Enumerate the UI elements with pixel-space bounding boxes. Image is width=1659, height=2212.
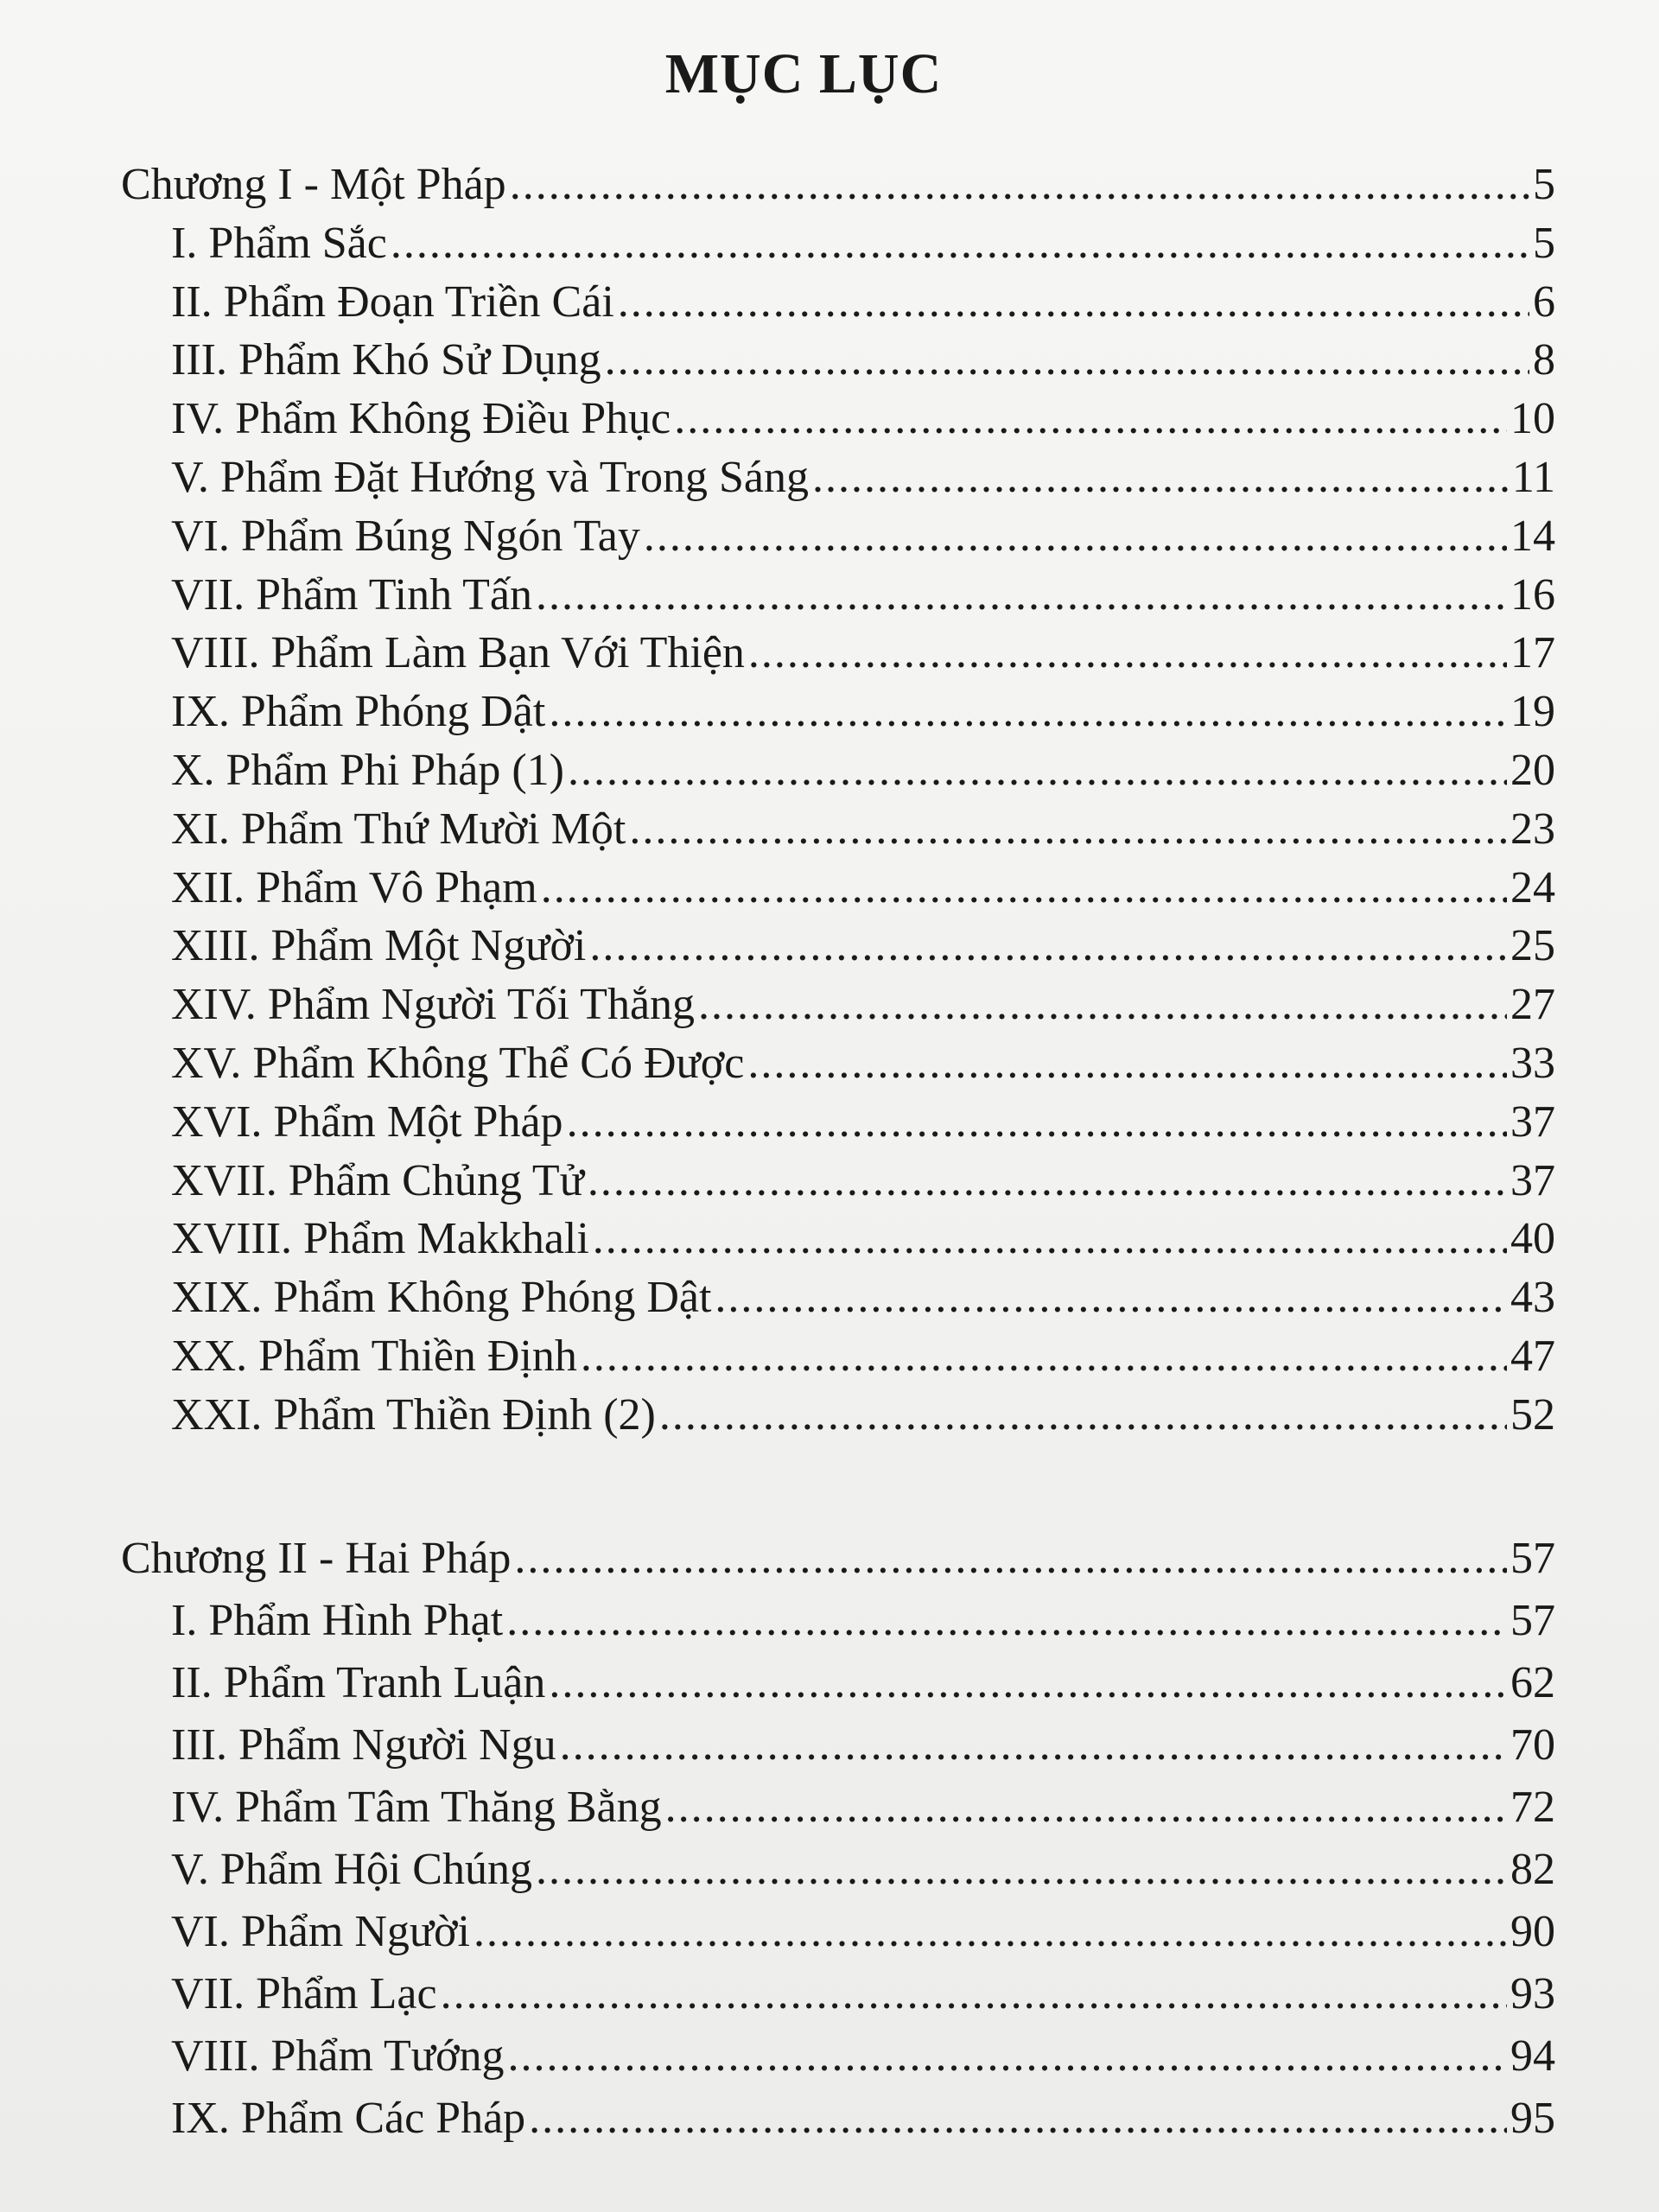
section-title: VI. Phẩm Người — [171, 1907, 470, 1956]
section-title: II. Phẩm Tranh Luận — [171, 1658, 546, 1707]
toc-section-entry — [121, 1839, 1555, 1901]
toc-section-entry — [121, 1034, 1555, 1093]
toc-section-entry — [121, 800, 1555, 859]
toc-section-entry — [121, 741, 1555, 800]
page-number: 90 — [1510, 1907, 1555, 1956]
dot-leader — [659, 1386, 1507, 1445]
section-title: XII. Phẩm Vô Phạm — [171, 862, 537, 912]
section-title: XVI. Phẩm Một Pháp — [171, 1096, 563, 1147]
page-number: 6 — [1533, 276, 1555, 327]
toc-section-entry — [121, 1714, 1555, 1777]
toc-section-entry — [121, 448, 1555, 507]
page-number: 43 — [1510, 1273, 1555, 1323]
dot-leader — [589, 917, 1507, 976]
page-number: 37 — [1510, 1096, 1555, 1147]
page-number: 10 — [1510, 394, 1555, 444]
dot-leader — [568, 741, 1507, 800]
dot-leader — [618, 273, 1529, 332]
section-title: I. Phẩm Hình Phạt — [171, 1596, 504, 1645]
section-title: X. Phẩm Phi Pháp (1) — [171, 745, 564, 795]
page-number: 70 — [1510, 1720, 1555, 1770]
toc-section-entry — [121, 1590, 1555, 1652]
toc-section-entry — [121, 1152, 1555, 1211]
page-number: 94 — [1510, 2031, 1555, 2081]
page-number: 23 — [1510, 804, 1555, 854]
page-number: 95 — [1510, 2094, 1555, 2143]
dot-leader — [529, 2088, 1507, 2150]
toc-section-entry — [121, 1386, 1555, 1445]
toc-section-entry — [121, 1093, 1555, 1152]
dot-leader — [715, 1268, 1507, 1327]
toc-section-entry — [121, 331, 1555, 390]
page-number: 20 — [1510, 745, 1555, 795]
section-title: I. Phẩm Sắc — [171, 218, 387, 268]
dot-leader — [536, 566, 1507, 625]
section-title: III. Phẩm Khó Sử Dụng — [171, 335, 601, 385]
toc-section-entry — [121, 683, 1555, 741]
dot-leader — [391, 214, 1529, 273]
section-title: IX. Phẩm Các Pháp — [171, 2094, 526, 2143]
toc-section-entry — [121, 1963, 1555, 2025]
page-number: 57 — [1510, 1534, 1555, 1583]
section-title: XI. Phẩm Thứ Mười Một — [171, 804, 626, 854]
page-number: 72 — [1510, 1783, 1555, 1832]
page-number: 47 — [1510, 1331, 1555, 1381]
section-title: VIII. Phẩm Tướng — [171, 2031, 505, 2081]
dot-leader — [567, 1093, 1507, 1152]
dot-leader — [514, 1528, 1507, 1590]
dot-leader — [474, 1901, 1507, 1963]
page-number: 37 — [1510, 1155, 1555, 1205]
page-number: 14 — [1510, 511, 1555, 561]
toc-section-entry — [121, 2088, 1555, 2150]
page-number: 62 — [1510, 1658, 1555, 1707]
section-title: II. Phẩm Đoạn Triền Cái — [171, 276, 614, 327]
toc-section-entry — [121, 214, 1555, 273]
section-title: XVIII. Phẩm Makkhali — [171, 1214, 589, 1264]
section-title: VI. Phẩm Búng Ngón Tay — [171, 511, 640, 561]
dot-leader — [549, 683, 1507, 741]
section-title: XV. Phẩm Không Thể Có Được — [171, 1038, 745, 1088]
dot-leader — [507, 2025, 1507, 2088]
toc-chapter-entry — [121, 1528, 1555, 1590]
chapter-block — [121, 1528, 1555, 2150]
dot-leader — [441, 1963, 1507, 2025]
section-title: III. Phẩm Người Ngu — [171, 1720, 556, 1770]
page-number: 16 — [1510, 569, 1555, 620]
toc-section-entry — [121, 390, 1555, 448]
section-title: XX. Phẩm Thiền Định — [171, 1331, 577, 1381]
section-title: XXI. Phẩm Thiền Định (2) — [171, 1389, 656, 1440]
toc-section-entry — [121, 1652, 1555, 1714]
dot-leader — [593, 1210, 1507, 1268]
page-number: 5 — [1533, 160, 1555, 209]
section-title: V. Phẩm Đặt Hướng và Trong Sáng — [171, 452, 810, 502]
section-title: XIV. Phẩm Người Tối Thắng — [171, 980, 696, 1030]
toc-section-entry — [121, 859, 1555, 918]
page-number: 52 — [1510, 1389, 1555, 1440]
page-number: 40 — [1510, 1214, 1555, 1264]
dot-leader — [560, 1714, 1507, 1777]
toc-section-entry — [121, 1268, 1555, 1327]
dot-leader — [588, 1152, 1507, 1211]
toc-section-entry — [121, 1210, 1555, 1268]
dot-leader — [536, 1839, 1507, 1901]
dot-leader — [812, 448, 1509, 507]
dot-leader — [748, 624, 1507, 683]
page-number: 24 — [1510, 862, 1555, 912]
section-title: XIII. Phẩm Một Người — [171, 921, 587, 971]
section-title: V. Phẩm Hội Chúng — [171, 1845, 532, 1894]
dot-leader — [506, 1590, 1507, 1652]
toc-section-entry — [121, 273, 1555, 332]
page-number: 5 — [1533, 218, 1555, 268]
chapter-title: Chương I - Một Pháp — [121, 160, 506, 209]
page-number: 19 — [1510, 687, 1555, 737]
chapter-block — [121, 156, 1555, 1445]
section-title: IV. Phẩm Tâm Thăng Bằng — [171, 1783, 662, 1832]
section-title: VIII. Phẩm Làm Bạn Với Thiện — [171, 628, 745, 678]
page-title: MỤC LỤC — [664, 42, 943, 105]
section-title: VII. Phẩm Tinh Tấn — [171, 569, 532, 620]
section-title: IV. Phẩm Không Điều Phục — [171, 394, 671, 444]
dot-leader — [698, 976, 1507, 1034]
dot-leader — [510, 156, 1529, 214]
dot-leader — [605, 331, 1529, 390]
page-number: 17 — [1510, 628, 1555, 678]
dot-leader — [665, 1777, 1507, 1839]
section-title: XIX. Phẩm Không Phóng Dật — [171, 1273, 712, 1323]
toc-section-entry — [121, 917, 1555, 976]
page-number: 57 — [1510, 1596, 1555, 1645]
page-number: 27 — [1510, 980, 1555, 1030]
chapter-title: Chương II - Hai Pháp — [121, 1534, 512, 1583]
page-number: 82 — [1510, 1845, 1555, 1894]
dot-leader — [581, 1327, 1507, 1386]
toc-section-entry — [121, 566, 1555, 625]
toc-section-entry — [121, 507, 1555, 566]
dot-leader — [541, 859, 1507, 918]
toc-chapter-entry — [121, 156, 1555, 214]
section-title: XVII. Phẩm Chủng Tử — [171, 1155, 584, 1205]
toc-section-entry — [121, 2025, 1555, 2088]
page-number: 25 — [1510, 921, 1555, 971]
toc-section-entry — [121, 976, 1555, 1034]
page-number: 11 — [1511, 452, 1555, 502]
toc-section-entry — [121, 1901, 1555, 1963]
dot-leader — [674, 390, 1507, 448]
section-title: IX. Phẩm Phóng Dật — [171, 687, 546, 737]
toc-section-entry — [121, 624, 1555, 683]
dot-leader — [747, 1034, 1507, 1093]
page-number: 33 — [1510, 1038, 1555, 1088]
dot-leader — [644, 507, 1507, 566]
page-number: 8 — [1533, 335, 1555, 385]
dot-leader — [629, 800, 1507, 859]
dot-leader — [549, 1652, 1507, 1714]
section-title: VII. Phẩm Lạc — [171, 1969, 437, 2018]
page-number: 93 — [1510, 1969, 1555, 2018]
toc-section-entry — [121, 1327, 1555, 1386]
toc-section-entry — [121, 1777, 1555, 1839]
